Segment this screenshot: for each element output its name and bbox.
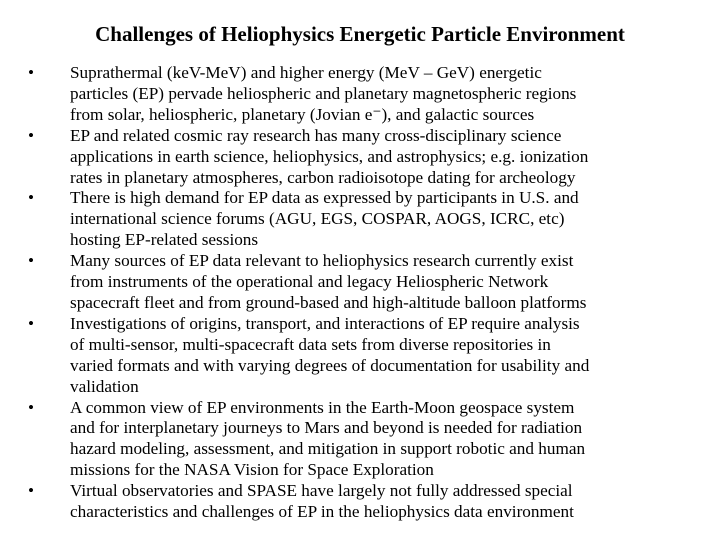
bullet-text-line: of multi-sensor, multi-spacecraft data sets from diverse repositories in [70,334,551,354]
bullet-text-line: EP and related cosmic ray research has many cross-disciplinary science [70,125,562,145]
bullet-text-line: from instruments of the operational and legacy Heliospheric Network [70,272,549,292]
bullet-text-line: hazard modeling, assessment, and mitigation in support robotic and human [70,439,586,459]
bullet-dot-icon: • [28,63,35,82]
bullet-item [26,398,706,482]
bullet-text-line: varied formats and with varying degrees of documentation for usability and [70,355,590,375]
bullet-item [26,314,706,398]
bullet-dot-icon: • [28,397,35,417]
bullet-text-line: from solar, heliospheric, planetary (Jovian e⁻), and galactic sources [70,104,535,124]
bullet-text-line: missions for the NASA Vision for Space Exploration [70,460,434,480]
bullet-text-line: international science forums (AGU, EGS, COSPAR, AOGS, ICRC, etc) [70,209,565,229]
bullet-list [26,63,706,523]
bullet-text-line: Many sources of EP data relevant to heliophysics research currently exist [70,251,574,271]
bullet-text-line: applications in earth science, heliophysics, and astrophysics; e.g. ionization [70,146,589,166]
bullet-text-line: particles (EP) pervade heliospheric and planetary magnetospheric regions [70,83,577,103]
bullet-item [26,126,706,189]
bullet-dot-icon: • [28,188,35,208]
bullet-item [26,188,706,251]
bullet-text-line: Investigations of origins, transport, and interactions of EP require analysis [70,313,580,333]
bullet-text-line: validation [70,376,139,396]
bullet-item [26,251,706,314]
bullet-text-line: There is high demand for EP data as expressed by participants in U.S. and [70,188,579,208]
bullet-dot-icon: • [28,313,35,333]
bullet-item [26,63,706,126]
bullet-text-line: Virtual observatories and SPASE have largely not fully addressed special [70,481,573,501]
bullet-dot-icon: • [28,481,35,501]
bullet-dot-icon: • [28,125,35,145]
bullet-text-line: spacecraft fleet and from ground-based and high-altitude balloon platforms [70,292,587,312]
bullet-item [26,481,706,523]
slide-title: Challenges of Heliophysics Energetic Particle Environment [95,22,625,46]
bullet-text-line: characteristics and challenges of EP in the heliophysics data environment [70,502,574,522]
bullet-text-line: and for interplanetary journeys to Mars and beyond is needed for radiation [70,418,583,438]
bullet-text-line: A common view of EP environments in the Earth-Moon geospace system [70,397,575,417]
bullet-text-line: Suprathermal (keV-MeV) and higher energy (MeV – GeV) energetic [70,63,542,82]
bullet-text-line: rates in planetary atmospheres, carbon radioisotope dating for archeology [70,167,576,187]
bullet-dot-icon: • [28,251,35,271]
bullet-text-line: hosting EP-related sessions [70,230,259,250]
